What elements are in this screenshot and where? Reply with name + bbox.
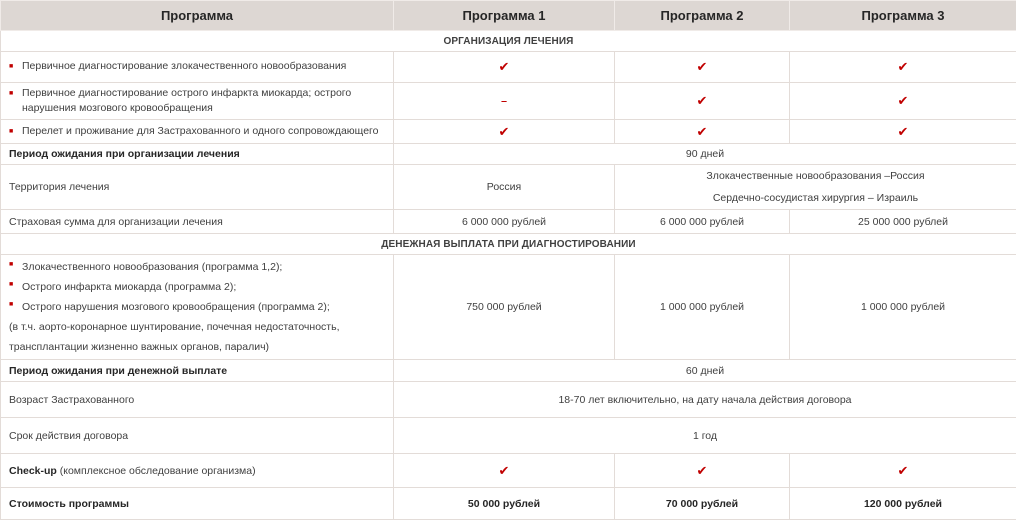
- row-label: Территория лечения: [1, 165, 394, 210]
- check-icon: ✔: [790, 120, 1016, 144]
- check-icon: ✔: [615, 52, 790, 83]
- table-row: [1, 360, 1016, 382]
- check-icon: ✔: [790, 83, 1016, 120]
- check-icon: ✔: [790, 454, 1016, 488]
- header-row: [1, 1, 1016, 31]
- check-icon: ✔: [615, 83, 790, 120]
- table-row: [1, 144, 1016, 165]
- list-item: ■ Злокачественного новообразования (программа 1,2);: [9, 257, 385, 277]
- section-organization: [1, 31, 1016, 52]
- row-label: Страховая сумма для организации лечения: [1, 210, 394, 234]
- cash-p1: 750 000 рублей: [394, 255, 615, 360]
- dash-icon: –: [394, 83, 615, 120]
- table-row: [1, 52, 1016, 83]
- check-icon: ✔: [394, 52, 615, 83]
- table-row: [1, 83, 1016, 120]
- table-row: [1, 488, 1016, 520]
- check-icon: ✔: [394, 120, 615, 144]
- sum-p1: 6 000 000 рублей: [394, 210, 615, 234]
- list-item: ■ Острого нарушения мозгового кровообращения (программа 2);: [9, 297, 385, 317]
- row-label: Возраст Застрахованного: [1, 382, 394, 418]
- waiting-cash-value: 60 дней: [394, 360, 1016, 382]
- header-program-1: Программа 1: [394, 1, 615, 31]
- territory-p23: Злокачественные новообразования –Россия Сердечно-сосудистая хирургия – Израиль: [615, 165, 1016, 210]
- age-value: 18-70 лет включительно, на дату начала действия договора: [394, 382, 1016, 418]
- table-row: [1, 418, 1016, 454]
- sum-p3: 25 000 000 рублей: [790, 210, 1016, 234]
- price-p1: 50 000 рублей: [394, 488, 615, 520]
- bullet-icon: ■: [9, 63, 14, 70]
- section-title: ДЕНЕЖНАЯ ВЫПЛАТА ПРИ ДИАГНОСТИРОВАНИИ: [1, 234, 1016, 255]
- row-label: Период ожидания при денежной выплате: [1, 360, 394, 382]
- table-row: [1, 120, 1016, 144]
- row-label: Срок действия договора: [1, 418, 394, 454]
- territory-p1: Россия: [394, 165, 615, 210]
- sum-p2: 6 000 000 рублей: [615, 210, 790, 234]
- section-cash-payment: [1, 234, 1016, 255]
- row-label: Check-up (комплексное обследование организма): [1, 454, 394, 488]
- check-icon: ✔: [615, 120, 790, 144]
- table-row: [1, 255, 1016, 360]
- price-p2: 70 000 рублей: [615, 488, 790, 520]
- cash-p3: 1 000 000 рублей: [790, 255, 1016, 360]
- term-value: 1 год: [394, 418, 1016, 454]
- bullet-icon: ■: [9, 281, 14, 288]
- bullet-icon: ■: [9, 127, 14, 135]
- table-row: [1, 454, 1016, 488]
- price-p3: 120 000 рублей: [790, 488, 1016, 520]
- row-label: Период ожидания при организации лечения: [1, 144, 394, 165]
- bullet-icon: ■: [9, 301, 14, 308]
- bullet-icon: ■: [9, 261, 14, 268]
- note-line: (в т.ч. аорто-коронарное шунтирование, почечная недостаточность,: [9, 321, 340, 333]
- header-program-3: Программа 3: [790, 1, 1016, 31]
- cash-payment-conditions: [1, 255, 394, 360]
- header-program-2: Программа 2: [615, 1, 790, 31]
- row-label: ■ Первичное диагностирование злокачественного новообразования: [1, 52, 394, 83]
- list-item: ■ Острого инфаркта миокарда (программа 2);: [9, 277, 385, 297]
- bullet-icon: ■: [9, 90, 14, 97]
- section-title: ОРГАНИЗАЦИЯ ЛЕЧЕНИЯ: [1, 31, 1016, 52]
- table-row: [1, 210, 1016, 234]
- check-icon: ✔: [790, 52, 1016, 83]
- note-line: трансплантации жизненно важных органов, паралич): [9, 341, 270, 353]
- cash-p2: 1 000 000 рублей: [615, 255, 790, 360]
- check-icon: ✔: [615, 454, 790, 488]
- row-label: ■ Перелет и проживание для Застрахованного и одного сопровождающего: [1, 120, 394, 144]
- waiting-period-value: 90 дней: [394, 144, 1016, 165]
- table-row: [1, 382, 1016, 418]
- row-label: ■ Первичное диагностирование острого инфаркта миокарда; острого нарушения мозгового кровообращения: [1, 83, 394, 120]
- header-program: Программа: [1, 1, 394, 31]
- check-icon: ✔: [394, 454, 615, 488]
- table-row: [1, 165, 1016, 210]
- row-label: Стоимость программы: [1, 488, 394, 520]
